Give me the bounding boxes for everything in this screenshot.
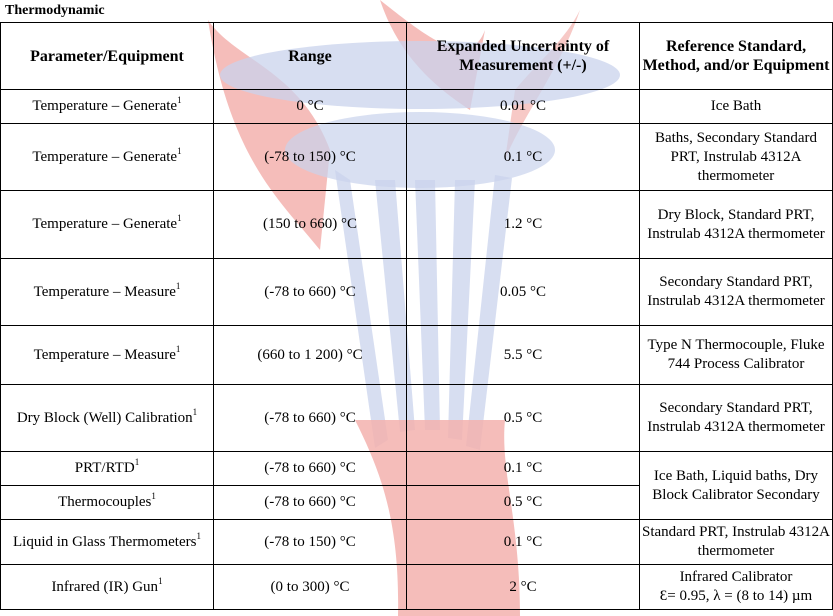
header-range: Range bbox=[214, 23, 407, 90]
parameter-cell: Dry Block (Well) Calibration$^1$ bbox=[1, 385, 214, 452]
uncertainty-cell: 0.01 °C bbox=[407, 90, 640, 124]
parameter-cell: PRT/RTD$^1$ bbox=[1, 452, 214, 486]
reference-cell: Baths, Secondary Standard PRT, Instrulab 4312A thermometer bbox=[640, 124, 833, 191]
table-row bbox=[1, 90, 833, 124]
parameter-cell: Temperature – Measure$^1$ bbox=[1, 326, 214, 385]
parameter-cell: Temperature – Generate$^1$ bbox=[1, 90, 214, 124]
uncertainty-cell: 0.1 °C bbox=[407, 124, 640, 191]
range-cell: (-78 to 150) °C bbox=[214, 124, 407, 191]
parameter-cell: Temperature – Generate$^1$ bbox=[1, 124, 214, 191]
table-row bbox=[1, 124, 833, 191]
reference-cell: Secondary Standard PRT, Instrulab 4312A thermometer bbox=[640, 385, 833, 452]
parameter-cell: Temperature – Measure$^1$ bbox=[1, 259, 214, 326]
range-cell: (150 to 660) °C bbox=[214, 191, 407, 259]
uncertainty-cell: 0.05 °C bbox=[407, 259, 640, 326]
range-cell: (-78 to 150) °C bbox=[214, 520, 407, 565]
range-cell: (-78 to 660) °C bbox=[214, 259, 407, 326]
reference-cell: Secondary Standard PRT, Instrulab 4312A thermometer bbox=[640, 259, 833, 326]
table-row bbox=[1, 326, 833, 385]
uncertainty-cell: 5.5 °C bbox=[407, 326, 640, 385]
emissivity-line: Ɛ= 0.95, λ = (8 to 14) µm bbox=[659, 588, 813, 604]
uncertainty-cell: 2 °C bbox=[407, 565, 640, 610]
uncertainty-cell: 0.5 °C bbox=[407, 385, 640, 452]
range-cell: (-78 to 660) °C bbox=[214, 385, 407, 452]
reference-cell: Type N Thermocouple, Fluke 744 Process Calibrator bbox=[640, 326, 833, 385]
table-header-row bbox=[1, 23, 833, 90]
uncertainty-cell: 0.1 °C bbox=[407, 452, 640, 486]
header-parameter: Parameter/Equipment bbox=[1, 23, 214, 90]
table-row bbox=[1, 385, 833, 452]
table-row bbox=[1, 452, 833, 486]
header-uncertainty: Expanded Uncertainty of Measurement (+/-) bbox=[407, 23, 640, 90]
reference-cell: Ice Bath bbox=[640, 90, 833, 124]
uncertainty-cell: 0.1 °C bbox=[407, 520, 640, 565]
uncertainty-cell: 0.5 °C bbox=[407, 486, 640, 520]
parameter-cell: Infrared (IR) Gun$^1$ bbox=[1, 565, 214, 610]
reference-cell: Standard PRT, Instrulab 4312A thermometer bbox=[640, 520, 833, 565]
range-cell: (-78 to 660) °C bbox=[214, 486, 407, 520]
table-row bbox=[1, 565, 833, 610]
range-cell: (660 to 1 200) °C bbox=[214, 326, 407, 385]
parameter-cell: Temperature – Generate$^1$ bbox=[1, 191, 214, 259]
parameter-cell: Thermocouples$^1$ bbox=[1, 486, 214, 520]
table-row bbox=[1, 259, 833, 326]
uncertainty-cell: 1.2 °C bbox=[407, 191, 640, 259]
accreditation-table bbox=[0, 22, 833, 610]
reference-cell: Ice Bath, Liquid baths, Dry Block Calibrator Secondary bbox=[640, 452, 833, 520]
reference-cell bbox=[640, 565, 833, 610]
range-cell: (-78 to 660) °C bbox=[214, 452, 407, 486]
header-reference: Reference Standard, Method, and/or Equipment bbox=[640, 23, 833, 90]
reference-cell: Dry Block, Standard PRT, Instrulab 4312A thermometer bbox=[640, 191, 833, 259]
section-title: Thermodynamic bbox=[5, 3, 105, 18]
range-cell: 0 °C bbox=[214, 90, 407, 124]
parameter-cell: Liquid in Glass Thermometers$^1$ bbox=[1, 520, 214, 565]
range-cell: (0 to 300) °C bbox=[214, 565, 407, 610]
table-row bbox=[1, 520, 833, 565]
reference-line: Infrared Calibrator bbox=[679, 569, 793, 585]
table-row bbox=[1, 191, 833, 259]
